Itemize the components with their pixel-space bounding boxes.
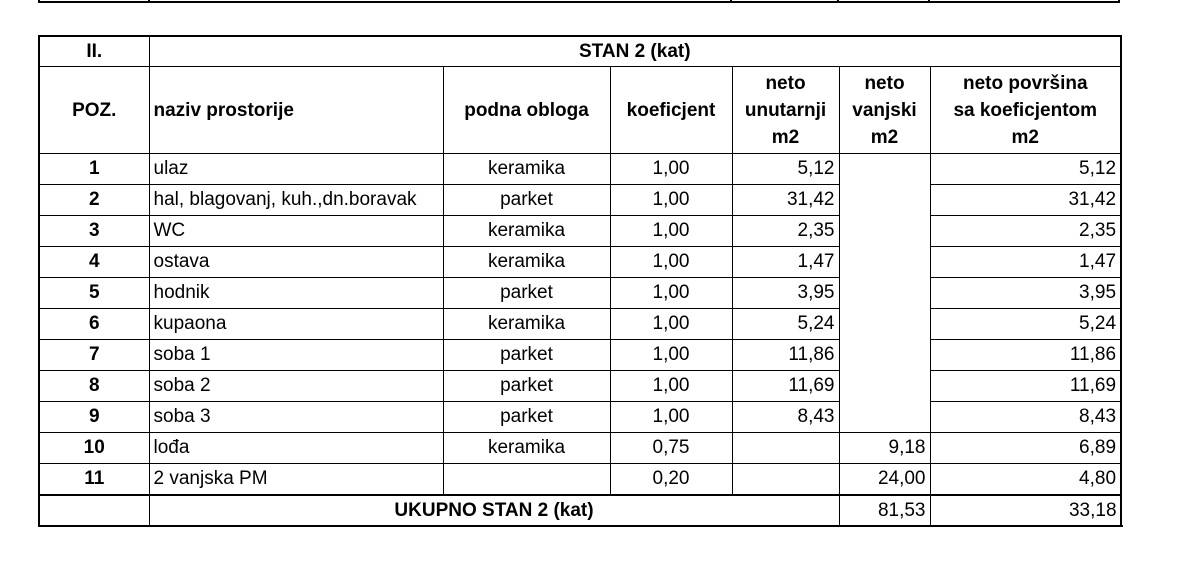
cell-naziv: soba 2 [149,371,443,402]
cell-naziv: 2 vanjska PM [149,464,443,496]
table-row [39,154,1121,185]
cell-neto-povrsina: 4,80 [930,464,1121,496]
cell-poz: 11 [39,464,149,496]
header-line: m2 [870,126,899,148]
cell-podna-obloga: parket [443,340,610,371]
total-blank-cell [39,495,149,526]
cell-neto-unutarnji [732,433,839,464]
cell-naziv: WC [149,216,443,247]
header-line: neto [765,72,806,94]
total-neto-unutarnji: 81,53 [839,495,930,526]
cell-poz: 7 [39,340,149,371]
cell-neto-unutarnji: 11,69 [732,371,839,402]
table-row [39,247,1121,278]
header-poz: POZ. [39,67,149,154]
header-line: unutarnji [744,99,827,121]
cell-neto-unutarnji: 5,12 [732,154,839,185]
table-row [39,433,1121,464]
section-number: II. [39,36,149,67]
cell-neto-unutarnji: 8,43 [732,402,839,433]
cell-poz: 5 [39,278,149,309]
cell-poz: 1 [39,154,149,185]
header-naziv: naziv prostorije [149,67,443,154]
cell-neto-povrsina: 3,95 [930,278,1121,309]
cell-neto-vanjski: 9,18 [839,433,930,464]
cell-poz: 4 [39,247,149,278]
cell-poz: 9 [39,402,149,433]
header-line: neto [864,72,905,94]
cell-neto-povrsina: 1,47 [930,247,1121,278]
previous-table-divider [837,0,839,1]
room-area-table [38,35,1122,527]
previous-table-divider [928,0,930,1]
cell-neto-vanjski [839,154,930,433]
cell-neto-povrsina: 5,12 [930,154,1121,185]
cell-neto-povrsina: 2,35 [930,216,1121,247]
cell-podna-obloga: parket [443,371,610,402]
cell-neto-unutarnji: 11,86 [732,340,839,371]
previous-table-divider [148,0,150,1]
previous-table-divider [730,0,732,1]
cell-poz: 10 [39,433,149,464]
previous-table-edge [38,0,1120,3]
cell-naziv: soba 3 [149,402,443,433]
cell-neto-unutarnji: 5,24 [732,309,839,340]
cell-podna-obloga: keramika [443,247,610,278]
cell-neto-povrsina: 5,24 [930,309,1121,340]
header-line: neto površina [962,72,1088,94]
cell-podna-obloga: parket [443,278,610,309]
cell-neto-unutarnji: 3,95 [732,278,839,309]
cell-naziv: kupaona [149,309,443,340]
header-line: vanjski [852,99,917,121]
cell-podna-obloga: parket [443,402,610,433]
table-row [39,185,1121,216]
cell-koeficjent: 1,00 [610,216,732,247]
header-podna-obloga: podna obloga [443,67,610,154]
cell-poz: 6 [39,309,149,340]
cell-naziv: ostava [149,247,443,278]
cell-poz: 2 [39,185,149,216]
cell-naziv: hodnik [149,278,443,309]
table-row [39,216,1121,247]
cell-koeficjent: 0,20 [610,464,732,496]
cell-naziv: ulaz [149,154,443,185]
cell-podna-obloga: parket [443,185,610,216]
cell-poz: 3 [39,216,149,247]
cell-koeficjent: 1,00 [610,340,732,371]
header-line: m2 [771,126,800,148]
header-neto-unutarnji [732,67,839,154]
cell-naziv: lođa [149,433,443,464]
cell-neto-unutarnji: 31,42 [732,185,839,216]
cell-neto-povrsina: 31,42 [930,185,1121,216]
cell-koeficjent: 1,00 [610,309,732,340]
total-neto-vanjski: 33,18 [930,495,1121,526]
cell-koeficjent: 0,75 [610,433,732,464]
table-row [39,340,1121,371]
cell-neto-unutarnji [732,464,839,496]
table-row [39,371,1121,402]
header-line: sa koeficjentom [953,99,1098,121]
cell-koeficjent: 1,00 [610,371,732,402]
cell-koeficjent: 1,00 [610,247,732,278]
cell-koeficjent: 1,00 [610,402,732,433]
table-row [39,464,1121,496]
table-row [39,278,1121,309]
cell-naziv: soba 1 [149,340,443,371]
cell-neto-unutarnji: 1,47 [732,247,839,278]
header-neto-vanjski [839,67,930,154]
cell-neto-povrsina: 11,86 [930,340,1121,371]
header-line: m2 [1011,126,1039,148]
total-label: UKUPNO STAN 2 (kat) [149,495,839,526]
cell-podna-obloga: keramika [443,216,610,247]
cell-podna-obloga: keramika [443,309,610,340]
cell-koeficjent: 1,00 [610,278,732,309]
cell-naziv: hal, blagovanj, kuh.,dn.boravak [149,185,443,216]
cell-neto-povrsina: 11,69 [930,371,1121,402]
cell-koeficjent: 1,00 [610,185,732,216]
table-row [39,309,1121,340]
table-title: STAN 2 (kat) [149,36,1121,67]
header-neto-povrsina-koef [930,67,1121,154]
cell-podna-obloga [443,464,610,496]
cell-poz: 8 [39,371,149,402]
cell-neto-unutarnji: 2,35 [732,216,839,247]
cell-neto-povrsina: 8,43 [930,402,1121,433]
cell-neto-vanjski: 24,00 [839,464,930,496]
header-koeficjent: koeficjent [610,67,732,154]
table-row [39,402,1121,433]
cell-podna-obloga: keramika [443,154,610,185]
cell-neto-povrsina: 6,89 [930,433,1121,464]
total-row [39,495,1121,526]
cell-koeficjent: 1,00 [610,154,732,185]
cell-podna-obloga: keramika [443,433,610,464]
